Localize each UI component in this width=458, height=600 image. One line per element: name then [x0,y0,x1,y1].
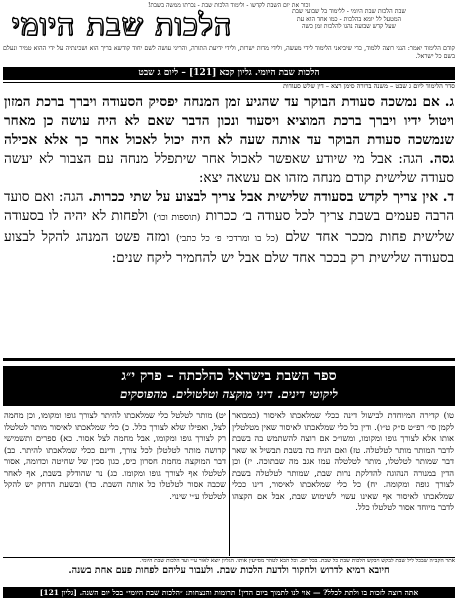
section-divider [3,358,455,361]
footer-small-print: אתר הקב״ה שבכל ליל שבת לבקש ויבקש הלכות שבת כל שבת. בכל יום. וכל הבא לטהר מסייעין אותו. הגליון יוצא לאור ע״י ועד הלכות שבת היומי. [139,558,455,564]
paragraph-label: ד. [442,189,454,205]
halacha-gloss: ומזה פשט המנהג להקל לבצוע בסעודה שלישית רק בככר אחד שלם אבל יש להחמיר ליקח שנים: [4,229,454,266]
column-divider [229,410,230,556]
book-section-banner [3,366,455,406]
halacha-gloss: הגה: ואם סועד הרבה פעמים בשבת צריך לכל סעודה ב׳ ככרות [4,189,455,224]
header-line: המטעל לל יומא בהלכות - כמו אחד הוא עת [296,15,402,23]
column-text: טו) קדירה המיוחדת לבישול דינה ככלי שמלאכתו לאיסור (כמבואר לקמן סי׳ רפ״ט ס״ק ט״ו). ודין כל כלי שמלאכתו לאיסור שאין מטלטלין אותו אלא לצורך גופו ומקומו, ומשו״כ אם רוצה להשתמש בה בשבת לדבר המותר מותר לטלטלה. טז) ואם הניח בה בשבת תבשיל או שאר דבר שמותר לטלטלו, מותר לטלטלה עמו אגב מה שבתוכה. יז) וכן הדין במנורה הנהוגה להדלקת נרות שבת, שמותר לטלטלה בשבת לצורך גופה ומקומה. יח) כל כלי שמלאכתו לאיסור, דינו ככלי שמלאכתו לאיסור אף שאינו עשוי לשימוש שבת, אבל אם הקצהו לדבר מיוחד אסור לטלטלו כלל. [232,410,454,512]
source-note: (תוספות וכו׳) [153,213,201,223]
header [0,8,458,44]
schedule-text: סדר הלימוד ליום ג שבט – משנה ברורה סימן רצא – דין שלש סעודות [283,82,455,90]
halacha-paragraph [4,93,454,188]
halacha-gloss: ולפחות לא יהיה לו בסעודה שלישית פחות מככר אחד שלם [4,208,454,245]
issue-banner: הלכות שבת היומי. גליון קכא [121] – ליום ג שבט [3,67,455,80]
top-tagline: זכור את יום השבת לקדשו - ולימוד הלכות שבת - נכרתו ממשה בשבת! [147,2,311,9]
halacha-paragraph [4,188,454,268]
footer-headline: חיובא רמיא לדרוש ולחקור ולדעת הלכות שבת. ולעבור עליהם לפחות פעם אחת בשנה. [68,565,390,576]
study-intro: קודם הלימוד יאמר: הנני רוצה ללמוד, כדי שיביאני הלימוד לידי מעשה, ולידי מדות ישרות, ולידי ידיעת התורה, והריני עושה לשם יחוד קודשא בריך הוא ושכינתיה על ידי ההוא טמיר ונעלם בשם כל ישראל. [3,45,455,60]
column-text: יט) מותר לטלטל כלי שמלאכתו להיתר לצורך גופו ומקומו, וכן מחמה לצל, ואפילו שלא לצורך כלל. כ) כלי שמלאכתו לאיסור מותר לטלטלו רק לצורך גופו ומקומו, אבל מחמה לצל אסור. כא) ספרים ותשמישי קדושה מותר לטלטלן לכל צורך, ודינם ככלי שמלאכתו להיתר. כב) דבר המוקצה מחמת חסרון כיס, כגון סכין של שחיטה וכדומה, אסור לטלטלו אף לצורך גופו ומקומו. כג) נר שהודלק בשבת, אף לאחר שכבה אסור לטלטלו כל אותה השבת. כד) ובשעת הדחק יש להקל לטלטלו ע״י שינוי. [4,410,226,501]
book-section-subtitle: ליקוטי דינים. דיני מוקצה וטלטולים. מהפוסקים [120,387,338,401]
halacha-bold-text: אין צריך לקדש בסעודה שלישית אבל צריך לבצוע על שתי ככרות. [88,189,439,205]
paragraph-label: ג. [444,94,455,110]
halacha-bold-text: אם נמשכה סעודת הבוקר עד שהגיע זמן המנחה יפסיק הסעודה ויברך ברכת המזון ויטול ידיו ויברך ברכת המוציא ויסעוד ונכון הדבר שאם לא היה עושה כן מאחר שנמשכה סעודת הבוקר עד אותה שעה לא היה יכול לאכול אחר כך אלא אכילה גסה. [4,94,454,167]
masthead-title: הלכות שבת היומי [11,8,233,43]
halacha-gloss: הגה: אבל מי שיודע שאפשר לאכול אחר שיתפלל מנחה עם הצבור לא יעשה סעודה שלישית קודם מנחה מזהו אם עשאה יצא: [4,151,454,186]
footer [3,557,455,598]
header-side-text [246,8,452,31]
study-schedule [3,82,455,90]
main-halacha-text [4,93,454,268]
source-note: (כל בו ומרדכי פ׳ כל כתבי) [176,234,279,244]
header-line: שעל קדש שבועה נהגו להלכות זמן כשה [301,23,397,30]
header-line: שבת הלכות שבת היומי - ללימוד בל שבועי שבת [292,8,406,15]
column-left [4,410,226,556]
column-right [232,410,454,556]
footer-bar: אתה רוצה לזכות בו ולתת לכלל? — אוי לנו לתמוך ביום הדין! תרומות והנצחות: ״הלכות שבת היומי״ בכל יום השנה. [גליון 121] [3,587,455,598]
book-section-title: ספר השבת בישראל כהלכתה – פרק י״ג [121,368,337,384]
